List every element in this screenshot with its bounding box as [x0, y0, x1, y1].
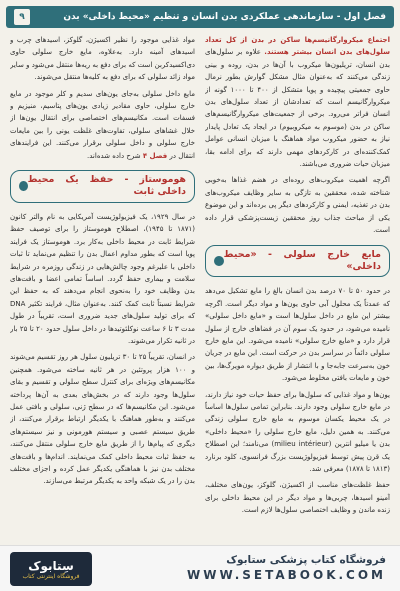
section-heading-box: [10, 170, 195, 203]
store-name: فروشگاه کتاب پزشکی ستابوک: [226, 554, 386, 566]
heading-ornament-icon: [214, 256, 224, 266]
heading-ornament-icon: [19, 181, 28, 191]
store-url[interactable]: WWW.SETABOOK.COM: [186, 568, 386, 582]
section-title: مایع خارج سلولی - «محیط داخلی»: [223, 248, 381, 272]
paragraph: یون‌ها و مواد غذایی که سلول‌ها برای حفظ حیات خود نیاز دارند، در مایع خارج سلولی وجود دارند. بنابراین تمامی سلول‌ها اساساً در یک محیط یکسان موسوم به مایع خارج سلولی زندگی می‌کنند. به همین دلیل، مایع خارج سلولی را «محیط داخلی» بدن یا میلیو انترین (milieu intérieur) می‌نامند؛ این اصطلاح یک قرن پیش توسط فیزیولوژیست بزرگ فرانسوی، کلود برنارد (۱۸۱۳ تا ۱۸۷۸) معرفی شد.: [205, 390, 390, 473]
chapter-header: [6, 6, 394, 28]
paragraph-text: علاوه بر سلول‌های بدن انسان، تریلیون‌ها میکروب با آن‌ها در بدن، روده و بینی زندگی می‌کنند که به‌عنوان مثال مشکل گوارش بطور نرمال حاوی جمعیتی پیچیده و پویا متشکل از ۴۰۰ تا ۱۰۰۰ گونه از میکروارگانیسم است که تعدادشان از تعداد سلول‌های بدن انسان فراتر می‌رود. برخی از جمعیت‌های میکروارگانیسم‌های ساکن در بدن (موسوم به میکروبیوم) در ایجاد یک تعادل پایدار نیاز به حضور میکروب مواد هماهنگ با میزبان انسانی عوامل کمک‌کننده‌ای در کارکردهای مهمی دارند که برای ادامه بقا، میزبان حیات ضروری می‌باشند.: [205, 48, 390, 169]
page-number: ۹: [14, 9, 30, 25]
section-heading-box: [205, 245, 390, 278]
paragraph: مواد غذایی موجود را نظیر اکسیژن، گلوکز، اسیدهای چرب و اسیدهای آمینه دارد. به‌علاوه، مایع خارج سلولی حاوی دی‌اکسیدکربن است که برای دفع به ریه‌ها منتقل می‌شود و سایر مواد زائد سلولی که برای دفع به کلیه‌ها منتقل می‌شوند.: [10, 36, 195, 82]
paragraph-with-reference: [10, 88, 195, 162]
chapter-reference[interactable]: فصل ۴: [142, 151, 168, 160]
chapter-title: فصل اول - سازماندهی عملکردی بدن انسان و تنظیم «محیط داخلی» بدن: [63, 12, 386, 22]
logo-subtext: فروشگاه اینترنتی کتاب: [22, 572, 80, 580]
paragraph-text: مایع داخل سلولی به‌جای یون‌های سدیم و کلر موجود در مایع خارج سلولی، حاوی مقادیر زیادی یون‌های پتاسیم، منیزیم و فسفات است. مکانیسم‌های اختصاصی برای انتقال یون‌ها از خلال غشاهای سلولی، تفاوت‌های غلظت یونی را بین مایعات خارج سلولی و داخل سلولی برقرار می‌کنند. این فرایندهای انتقال در: [10, 89, 195, 160]
store-info: [187, 554, 386, 582]
paragraph: در انسان، تقریباً ۲۵ تا ۳۰ تریلیون سلول هر روز تقسیم می‌شوند و ۱۰۰ هزار پروتئین در هر ثانیه ساخته می‌شود. همچنین مکانیسم‌های ویژه‌ای برای کنترل سطح سلولی و تقسیم و بقای سلول‌ها وجود دارند که در بخش‌های بعدی به آن‌ها پرداخته می‌شود. این مکانیسم‌ها که در سطح ژنی، سلولی و بافتی عمل می‌کنند و به‌طور هماهنگ با یکدیگر ارتباط برقرار می‌کنند، از طریق سیستم عصبی و سیستم هورمونی و نیز سیستم‌های دیگری که پیام‌ها را از طریق مایع خارج سلولی منتقل می‌کنند، به حفظ ثبات محیط داخلی کمک می‌نمایند. اندام‌ها و بافت‌های مختلف بدن نیز با هماهنگی یکدیگر عمل کرده و اجزای مختلف بدن را در یک شبکه واحد به یکدیگر مرتبط می‌سازند.: [10, 353, 195, 486]
paragraph: اگرچه اهمیت میکروب‌های روده‌ای در هضم غذاها به‌خوبی شناخته شده، محققین به تازگی به سایر وظایف میکروب‌های بدن در تغذیه، ایمنی و کارکردهای دیگر پی برده‌اند و این موضوع یکی از مباحث جذاب روز محققین زیست‌پزشکی قرار داده است.: [205, 176, 390, 235]
paragraph-text: شرح داده شده‌اند.: [87, 151, 141, 160]
right-column: [205, 34, 390, 539]
lead-bold-text: اجتماع میکروارگانیسم‌ها ساکن در بدن از کل تعداد سلول‌های بدن انسان بیشتر هستند.: [205, 36, 390, 57]
text-columns: [10, 34, 390, 539]
store-footer: [0, 545, 400, 591]
paragraph: در حدود ۵۰ تا ۷۰ درصد بدن انسان بالغ را مایع تشکیل می‌دهد که عمدتاً یک محلول آبی حاوی یون‌ها و مواد دیگر است. اگرچه بیشتر این مایع در داخل سلول‌ها است و «مایع داخل سلولی» نامیده می‌شود، در حدود یک سوم آن در فضاهای خارج از سلول قرار دارد و «مایع خارج سلولی» نامیده می‌شود. این مایع خارج سلولی دائماً در سراسر بدن در حرکت است. این مایع در جریان خون به‌سرعت جابه‌جا و با انتشار از طریق دیواره مویرگ‌ها، بین خون و مایعات بافتی مخلوط می‌شود.: [205, 287, 390, 383]
section-title: هوموستاز - حفظ یک محیط داخلی ثابت: [27, 174, 186, 198]
lead-paragraph: [205, 34, 390, 170]
paragraph: حفظ غلظت‌های مناسب از اکسیژن، گلوکز، یون‌های مختلف، آمینو اسیدها، چربی‌ها و مواد دیگر در این محیط داخلی برای زنده ماندن و وظایف اختصاصی سلول‌ها لازم است.: [205, 481, 390, 515]
store-logo[interactable]: [10, 552, 92, 586]
paragraph: در سال ۱۹۲۹، یک فیزیولوژیست آمریکایی به نام والتر کانون (۱۸۷۱ تا ۱۹۴۵)، اصطلاح هوموستاز را برای توصیف حفظ شرایط ثابت در محیط داخلی به‌کار برد. هوموستاز یک فرایند پویا است که بطور مداوم اعمال بدن را تنظیم می‌نماید تا ثبات داخلی با علیرغم وجود چالش‌هایی در زندگی روزمره در شرایط سلامت و بیماری حفظ گردد. اساساً تمامی اعضا و بافت‌های بدن وظایف خود را به‌نحوی انجام می‌دهند که به حفظ این شرایط نسبتاً ثابت کمک کنند. به‌عنوان مثال، فرایند تکثیر DNA که برای تولید سلول‌های جدید ضروری است، تقریباً در طول مدت ۳ تا ۶ ساعت نوکلئوتیدها در داخل سلول حدود ۲۰ تا ۲۵ بار در ثانیه تکرار می‌شوند.: [10, 212, 195, 345]
left-column: [10, 34, 195, 539]
logo-text: سِتابوک: [28, 558, 74, 573]
